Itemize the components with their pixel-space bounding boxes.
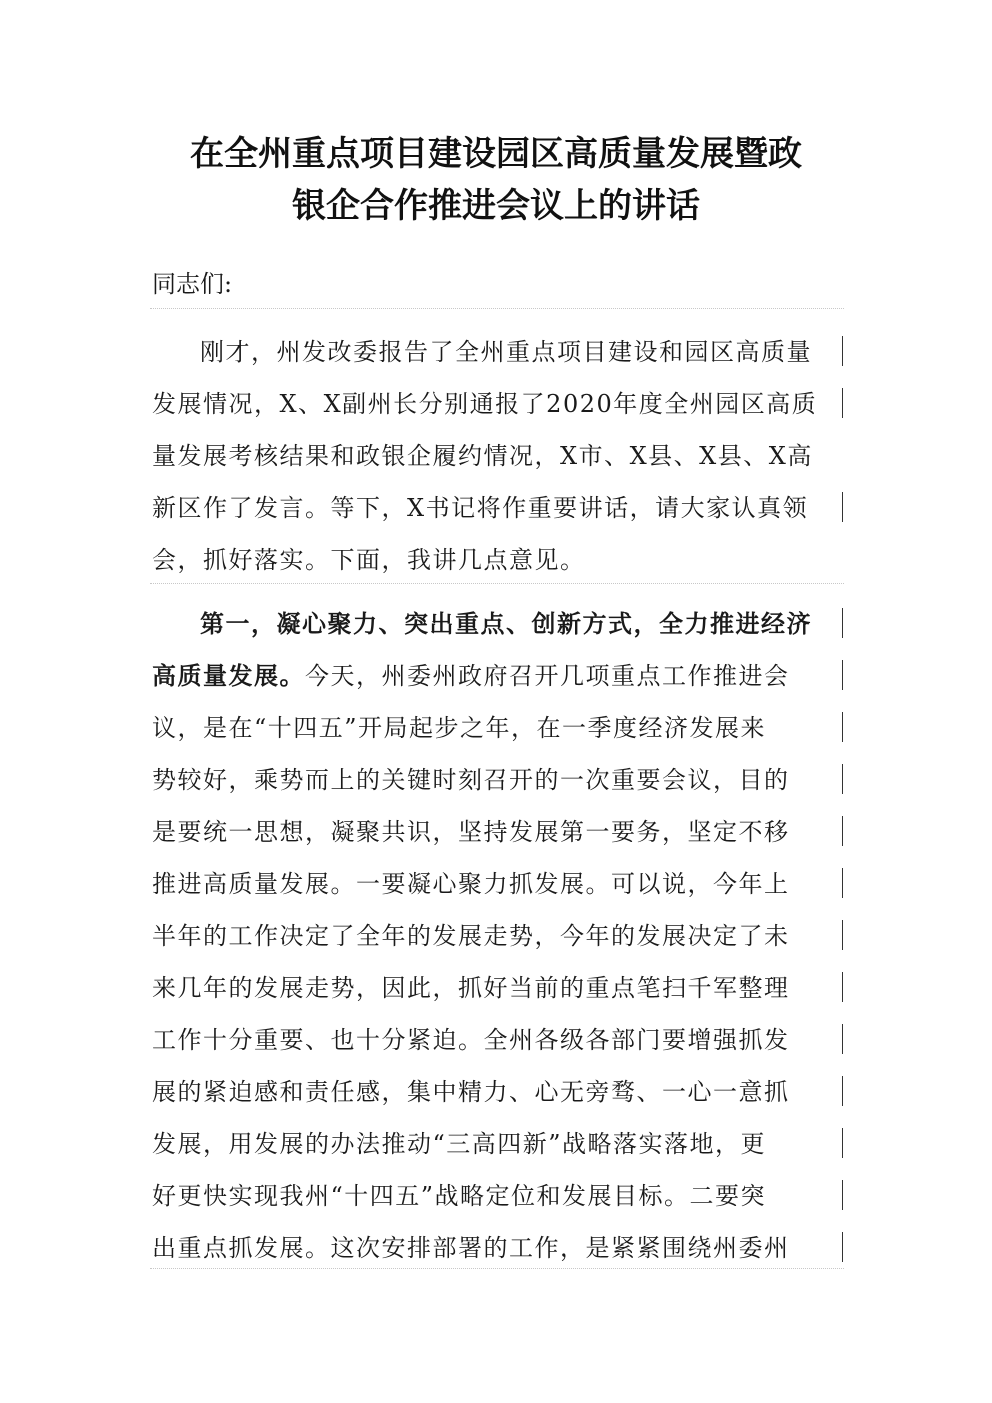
divider	[150, 1268, 844, 1269]
paragraph-line: 新区作了发言。等下，X书记将作重要讲话，请大家认真领	[152, 482, 852, 534]
paragraph-line: 发展情况，X、X副州长分别通报了2020年度全州园区高质	[152, 378, 852, 430]
paragraph-line: 出重点抓发展。这次安排部署的工作，是紧紧围绕州委州	[152, 1222, 852, 1274]
section-heading: 第一，凝心聚力、突出重点、创新方式，全力推进经济	[200, 609, 812, 638]
paragraph-line: 量发展考核结果和政银企履约情况，X市、X县、X县、X高	[152, 442, 813, 470]
salutation: 同志们:	[152, 270, 233, 298]
paragraph-text: 今天，州委州政府召开几项重点工作推进会	[305, 662, 790, 690]
paragraph-line: 议，是在“十四五”开局起步之年，在一季度经济发展来	[152, 702, 852, 754]
title-line-1: 在全州重点项目建设园区高质量发展暨政	[190, 134, 802, 174]
paragraph-line: 势较好，乘势而上的关键时刻召开的一次重要会议，目的	[152, 754, 852, 806]
paragraph-line: 发展，用发展的办法推动“三高四新”战略落实落地，更	[152, 1118, 852, 1170]
paragraph-line: 推进高质量发展。一要凝心聚力抓发展。可以说，今年上	[152, 858, 852, 910]
divider	[150, 308, 844, 309]
paragraph-1	[152, 326, 852, 586]
title-line-2: 银企合作推进会议上的讲话	[292, 186, 700, 226]
paragraph-line	[152, 650, 852, 702]
section-heading-cont: 高质量发展。	[152, 661, 305, 690]
paragraph-line: 刚才，州发改委报告了全州重点项目建设和园区高质量	[152, 326, 852, 378]
paragraph-line: 会，抓好落实。下面，我讲几点意见。	[152, 546, 586, 574]
paragraph-line: 是要统一思想，凝聚共识，坚持发展第一要务，坚定不移	[152, 806, 852, 858]
paragraph-line: 展的紧迫感和责任感，集中精力、心无旁骛、一心一意抓	[152, 1066, 852, 1118]
paragraph-line: 半年的工作决定了全年的发展走势，今年的发展决定了未	[152, 910, 852, 962]
paragraph-line: 好更快实现我州“十四五”战略定位和发展目标。二要突	[152, 1170, 852, 1222]
document-title	[120, 128, 872, 232]
paragraph-2	[152, 598, 852, 1274]
divider	[150, 583, 844, 584]
paragraph-line: 来几年的发展走势，因此，抓好当前的重点笔扫千军整理	[152, 962, 852, 1014]
paragraph-line	[152, 598, 852, 650]
paragraph-line: 工作十分重要、也十分紧迫。全州各级各部门要增强抓发	[152, 1014, 852, 1066]
